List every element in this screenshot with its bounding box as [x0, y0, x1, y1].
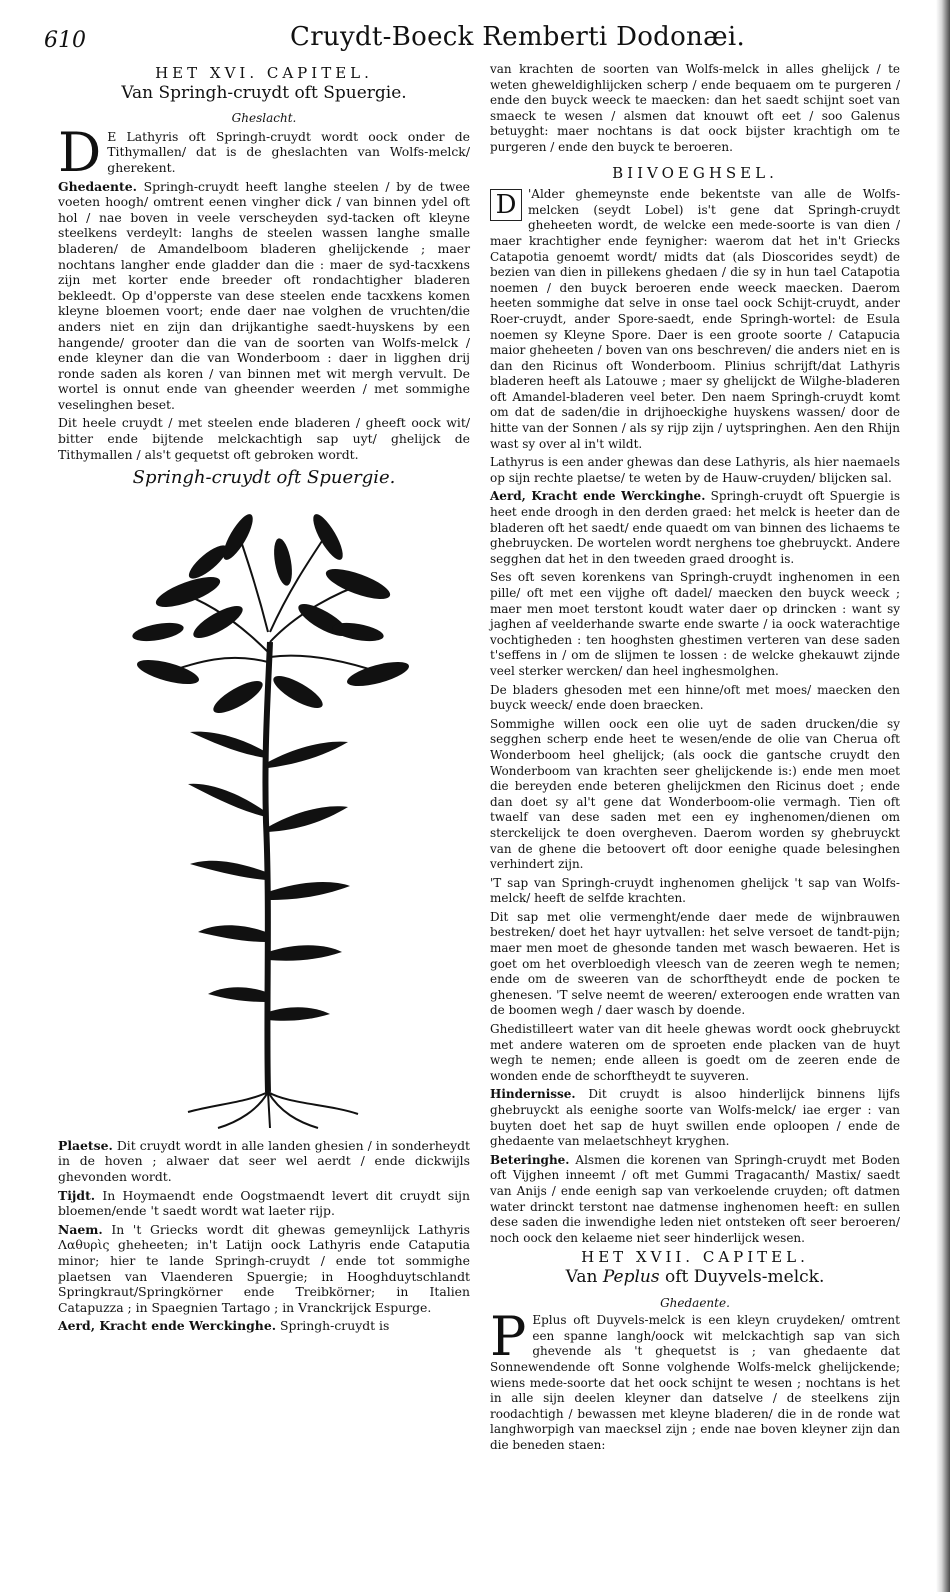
paragraph	[490, 62, 900, 156]
paragraph-text: Springh-cruydt is	[279, 1318, 390, 1334]
paragraph-lead: Aerd, Kracht ende Werckinghe.	[58, 1318, 277, 1334]
running-head	[40, 22, 920, 56]
paragraph	[58, 415, 470, 462]
paragraph	[490, 683, 900, 714]
paragraph-text: Dit cruydt wordt in alle landen ghesien / in sonderheydt in de hoven ; alwaer dat seer wel aerdt / ende dickwijls ghevonden wordt.	[58, 1137, 470, 1185]
paragraph	[490, 489, 900, 567]
paragraph	[490, 876, 900, 907]
book-title: Cruydt-Boeck Remberti Dodonæi.	[290, 22, 746, 52]
paragraph-text: Lathyrus is een ander ghewas dan dese Lathyris, als hier naemaels op sijn rechte plaetse/ te weten by de Hauw-cruyden/ blijcken sal.	[490, 455, 900, 485]
section-label-geslacht: Gheslacht.	[231, 111, 297, 126]
paragraph-lead: Ghedaente.	[58, 178, 137, 194]
page-number: 610	[44, 28, 86, 53]
paragraph-text: Alsmen die korenen van Springh-cruydt met Boden oft Vijghen inneemt / oft met Gummi Tragacanth/ Mastix/ saedt van Anijs / ende eenigh sap van verkoelende cruyden; oft datmen water drinckt terstont nae datmense inghenomen heeft: en sullen dese saden die inwendighe leden niet ontsteken oft seer beroeren/ noch oock den kelaeme niet seer hinderlijck wesen.	[490, 1152, 900, 1245]
paragraph	[490, 1087, 900, 1149]
paragraph	[58, 1318, 470, 1334]
paragraph	[58, 120, 470, 184]
paragraph	[490, 910, 900, 1019]
chapter-subtitle-rest: oft Duyvels-melck.	[659, 1266, 825, 1287]
chapter-heading: HET XVII. CAPITEL.	[581, 1248, 809, 1267]
paragraph-text: Springh-cruydt oft Spuergie is heet ende droogh in den derden graed: het melck is heeter dan de bladeren oft het saedt/ ende quaedt om van binnen des lichaems te ghebruycken. De wortelen wordt nerghens toe ghebruyckt. Andere segghen dat het in den tweeden graed drooght is.	[490, 489, 900, 566]
right-column	[490, 62, 900, 1456]
paragraph	[490, 717, 900, 873]
paragraph	[490, 1022, 900, 1084]
paragraph-lead: Naem.	[58, 1221, 103, 1237]
paragraph-lead: Plaetse.	[58, 1137, 113, 1153]
paragraph-text: 'Alder ghemeynste ende bekentste van alle de Wolfs-melcken (seydt Lobel) is't gene dat Springh-cruydt gheheeten wordt, de welcke een mede-soorte is van dien / maer krachtigher ende feynigher: waerom dat het in't Griecks Catapotia genoemt wordt/ midts dat (als Dioscorides seydt) de bezien van dien in pillekens ghedaen / die sy in hun tael Catapotia noemen / den buyck beroeren ende weeck maecken. Daerom heeten sommighe dat selve in onse tael oock Schijt-cruydt, ander Roer-cruydt, ander Spore-saedt, ende Springh-wortel: de Esula noemen sy Kleyne Spore. Daer is een groote soorte / Catapucia maior gheheeten / boven van ons beschreven/ die anders niet en is dan den Ricinus oft Wonderboom. Plinius schrijft/dat Lathyris bladeren heeft als Latouwe ; maer sy ghelijckt de Wilghe-bladeren oft Amandel-bladeren veel beter. Den naem Springh-cruydt komt om dat de saden/die in drijhoeckighe huyskens wassen/ door de hitte van der Sonnen / als sy rijp zijn / uytspringhen. Aen den Rhijn wast sy over al in't wildt.	[490, 187, 900, 451]
figure-caption: Springh-cruydt oft Spuergie.	[132, 467, 396, 489]
paragraph-text: De bladers ghesoden met een hinne/oft met moes/ maecken den buyck weeck/ ende doen braecken.	[490, 682, 900, 713]
left-column	[58, 62, 470, 1337]
drop-cap: D	[490, 189, 522, 221]
paragraph-text: E Lathyris oft Springh-cruydt wordt oock onder de Tithymallen/ dat is de gheslachten van Wolfs-melck/ gherekent.	[107, 128, 470, 175]
paragraph-text: van krachten de soorten van Wolfs-melck in alles ghelijck / te weten gheweldighlijcken scherp / ende bequaem om te purgeren / ende den buyck weeck te maecken: dan het saedt schijnt soet van smaeck te wesen / alsmen dat knouwt oft eet / soo Galenus betuyght: maer nochtans is dat oock bijster krachtigh om te purgeren / ende den buyck te beroeren.	[490, 62, 900, 154]
drop-cap: D	[58, 120, 102, 184]
paragraph	[490, 570, 900, 679]
paragraph-text: Ghedistilleert water van dit heele ghewas wordt oock ghebruyckt met andere wateren om de sproeten ende placken van de huyt wegh te nemen; ende alleen is goedt om de zeeren ende de wonden ende de schorftheydt te suyveren.	[490, 1022, 900, 1083]
paragraph-text: Ses oft seven korenkens van Springh-cruydt inghenomen in een pille/ oft met een vijghe oft dadel/ maecken den buyck weeck ; maer men moet terstont koudt water daer op drincken : want sy jaghen af veelderhande swarte ende swarte / ia oock waterachtige vochtigheden : ten hooghsten ghestimen verteren van dese saden t'seffens in / om de slijmen te lossen : de welcke ghekauwt zijnde veel sterker wercken/ dan heel inghesmolghen.	[490, 570, 900, 678]
chapter-subtitle-italic: Peplus	[602, 1266, 660, 1287]
paragraph-text: Dit heele cruydt / met steelen ende bladeren / gheeft oock wit/ bitter ende bijtende melckachtigh sap uyt/ ghelijck de Tithymallen / als't gequetst oft gebroken wordt.	[58, 415, 470, 462]
paragraph-lead: Beteringhe.	[490, 1152, 570, 1167]
chapter-subtitle-prefix: Van	[565, 1266, 603, 1287]
section-label-ghedaente: Ghedaente.	[660, 1295, 730, 1310]
paragraph-lead: Aerd, Kracht ende Werckinghe.	[490, 489, 706, 504]
page-binding-shadow	[936, 0, 950, 1592]
paragraph	[58, 1188, 470, 1219]
chapter-heading: HET XVI. CAPITEL.	[155, 64, 373, 82]
paragraph-text: Eplus oft Duyvels-melck is een kleyn cruydeken/ omtrent een spanne langh/oock wit melckachtigh sap van sich ghevende als 't ghequetst is ; van ghedaente dat Sonnewendende oft Sonne volghende Wolfs-melck ghelijckende; wiens mede-soorte dat het oock schijnt te wesen ; nochtans is het in alle sijn deelen kleyner dan datselve / de steelkens zijn roodachtigh / bewassen met kleyne bladeren/ die in de ronde wat langhworpigh van maecksel zijn ; ende nae boven kleyner zijn dan die beneden staen:	[490, 1313, 900, 1452]
paragraph-text: In Hoymaendt ende Oogstmaendt levert dit cruydt sijn bloemen/ende 't saedt wordt wat laeter rijp.	[58, 1187, 470, 1219]
paragraph	[490, 1305, 900, 1453]
paragraph-lead: Hindernisse.	[490, 1087, 576, 1102]
chapter-subtitle: Van Springh-cruydt oft Spuergie.	[121, 82, 407, 103]
paragraph-lead: Tijdt.	[58, 1187, 96, 1203]
paragraph	[490, 1153, 900, 1247]
paragraph-text: In 't Griecks wordt dit ghewas gemeynlijck Lathyris Λαθυρὶς gheheeten; in't Latijn oock Lathyris ende Cataputia minor; hier te lande Springh-cruydt / ende tot sommighe plaetsen van Vlaenderen Spuergie; in Hooghduytschlandt Springkraut/Springkörner ende Treibkörner; in Italien Catapuzza ; in Spaegnien Tartago ; in Vranckrijck Espurge.	[58, 1221, 470, 1315]
paragraph-text: Sommighe willen oock een olie uyt de saden drucken/die sy segghen scherp ende heet te wesen/ende de olie van Cherua oft Wonderboom heel ghelijck; (als oock die gantsche cruydt den Wonderboom van krachten seer ghelijckende is:) ende men moet die bereyden ende beteren ghelijckmen den Ricinus doet ; ende dan doet sy al't gene dat Wonderboom-olie vermagh. Tien oft twaelf van dese saden met een ey inghenomen/dienen om sterckelijck te doen overgheven. Daerom worden sy ghebruyckt van de ghene die betoovert oft door eenighe quade belesinghen verhindert zijn.	[490, 716, 900, 872]
paragraph	[490, 187, 900, 452]
paragraph	[58, 1222, 470, 1316]
spurge-plant-woodcut	[98, 492, 438, 1132]
addendum-heading: BIIVOEGHSEL.	[612, 163, 778, 182]
chapter-subtitle	[490, 1266, 900, 1287]
paragraph-text: 'T sap van Springh-cruydt inghenomen ghelijck 't sap van Wolfs-melck/ heeft de selfde krachten.	[490, 875, 900, 906]
paragraph	[490, 455, 900, 486]
drop-cap: P	[490, 1305, 527, 1369]
paragraph	[58, 1138, 470, 1185]
paragraph-text: Dit sap met olie vermenght/ende daer mede de wijnbrauwen bestreken/ doet het hayr uytvallen: het selve versoet de tandt-pijn; maer men moet de ghesonde tanden met wasch bewaeren. Het is goet om het overbloedigh vleesch van de zeeren wegh te nemen; ende om de sweeren van de schorftheydt ende de pocken te ghenesen. 'T selve neemt de weeren/ exteroogen ende wratten van de boomen wegh / daer wasch by doende.	[490, 909, 900, 1018]
paragraph	[58, 179, 470, 413]
paragraph-text: Springh-cruydt heeft langhe steelen / by de twee voeten hoogh/ omtrent eenen vingher dick / van binnen ydel oft hol / nae boven in veele verscheyden syd-tacken oft kleyne steelkens verdeylt: langhs de steelen wassen langhe smalle bladeren/ de Amandelboom bladeren ghelijckende ; maer nochtans langher ende gladder dan die : maer de syd-tacxkens zijn met korter ende breeder oft rondachtigher bladeren bekleedt. Op d'opperste van dese steelen ende tacxkens komen kleyne bloemen voort; ende daer nae volghen de vruchten/die anders niet en zijn dan drijkantighe saedt-huyskens by een hangende/ grooter dan die van de soorten van Wolfs-melck / ende kleyner dan die van Wonderboom : daer in ligghen drij ronde saden als koren / van binnen met wit mergh vervult. De wortel is onnut ende van gheender weerden / met sommighe veselinghen beset.	[58, 178, 470, 412]
paragraph-text: Dit cruydt is alsoo hinderlijck binnens lijfs ghebruyckt als eenighe soorte van Wolfs-melck/ iae erger : van buyten doet het sap de huyt swillen ende oploopen / ende de ghedaente van melaetschheyt kryghen.	[490, 1087, 900, 1149]
